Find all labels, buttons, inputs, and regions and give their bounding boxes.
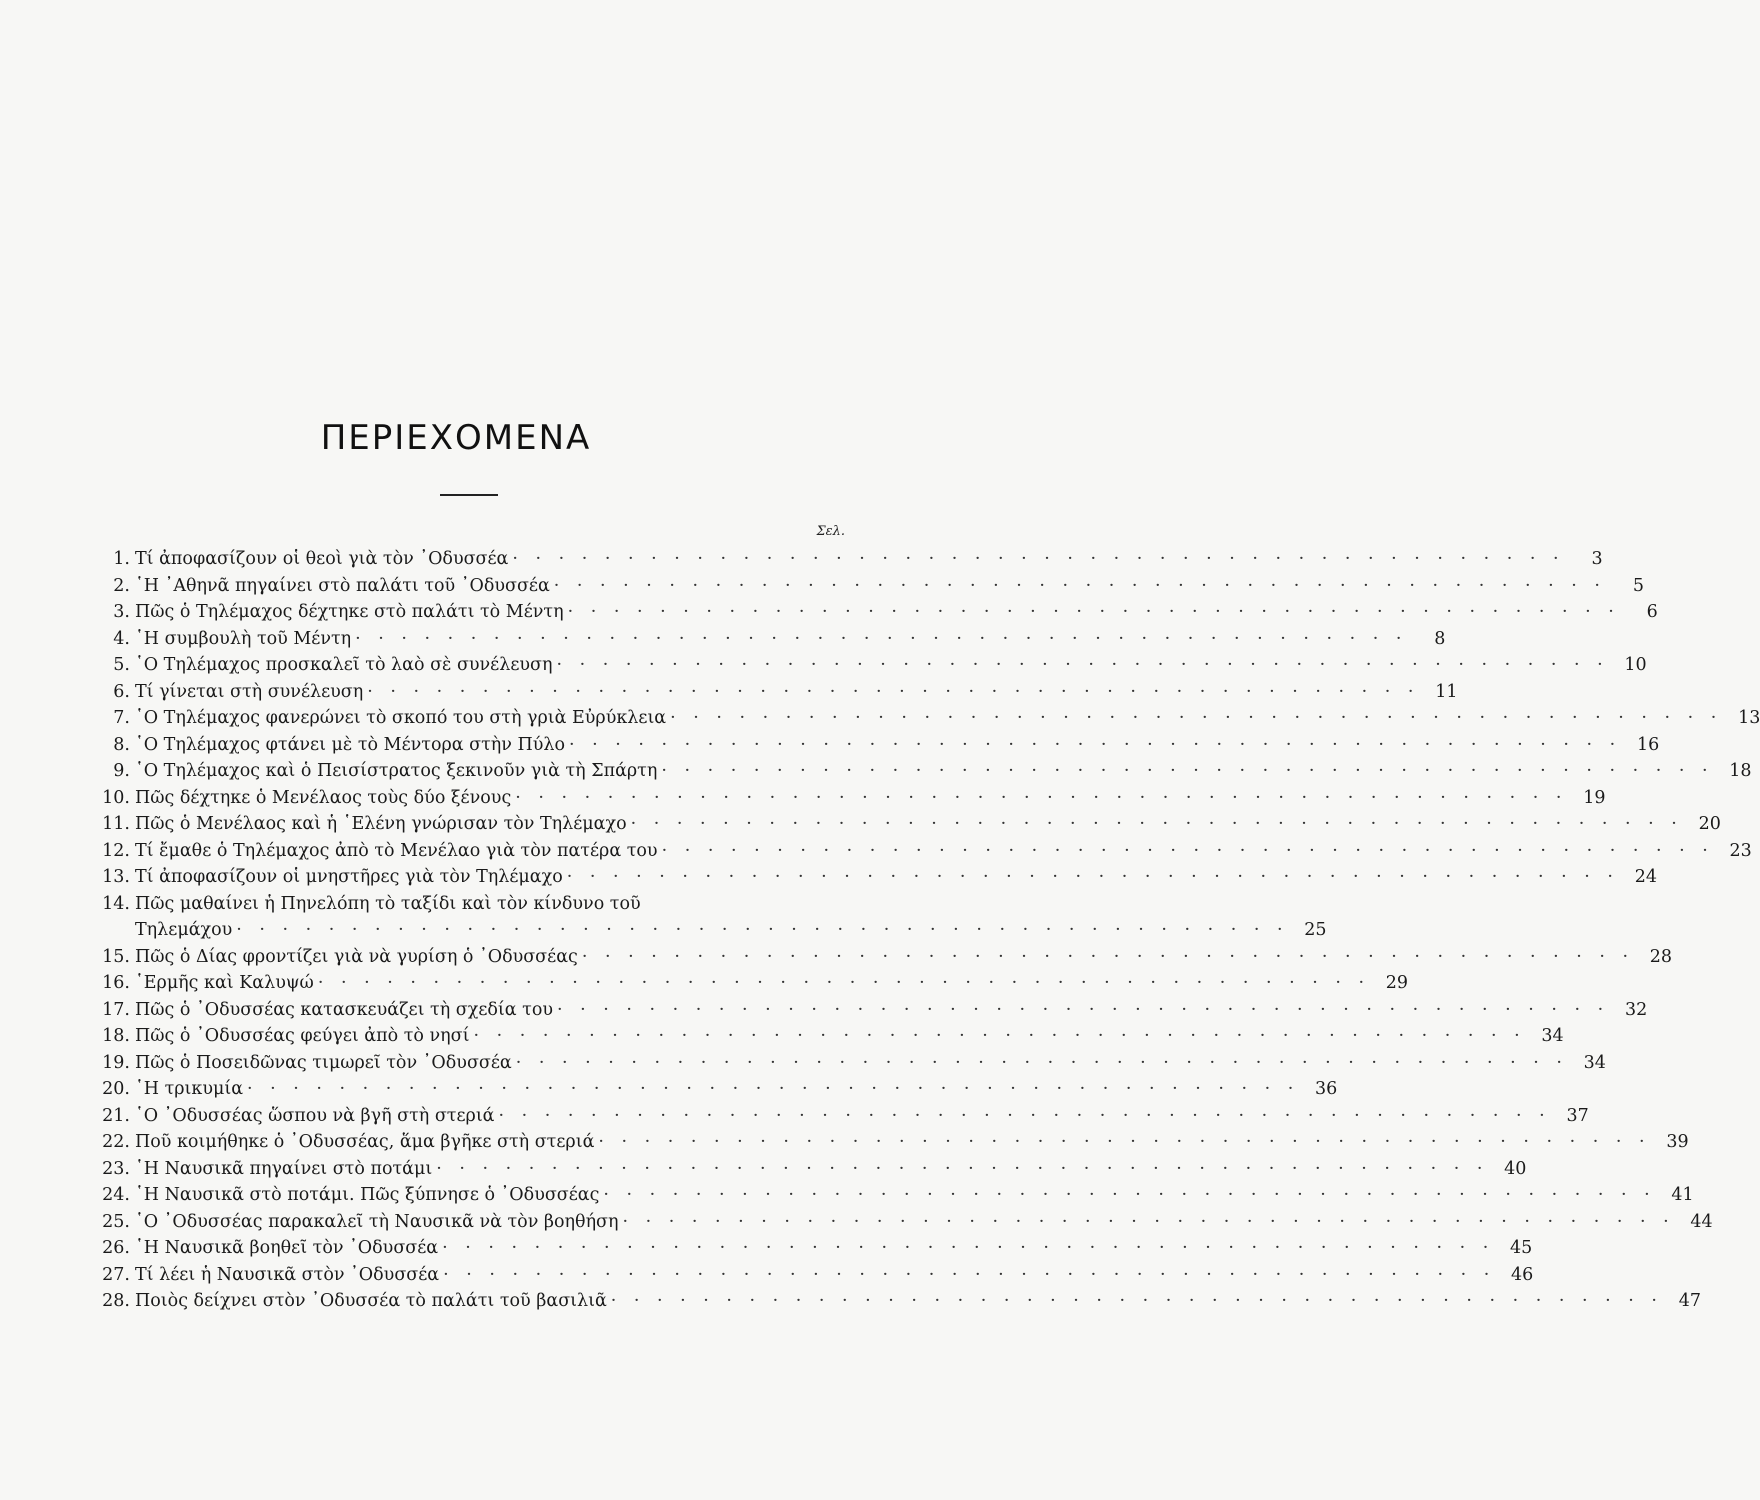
entry-title: Τί λέει ἡ Ναυσικᾶ στὸν ᾿Οδυσσέα <box>135 1264 440 1285</box>
toc-entry <box>98 546 1603 573</box>
entry-title: Πῶς ὁ ᾿Οδυσσέας κατασκευάζει τὴ σχεδία του <box>135 999 554 1020</box>
toc-entry <box>98 997 1648 1024</box>
dot-leader <box>236 917 1288 944</box>
entry-title: Τί ἀποφασίζουν οἱ θεοὶ γιὰ τὸν ᾿Οδυσσέα <box>135 549 509 569</box>
entry-title: Πῶς ὁ Μενέλαος καὶ ἡ ῾Ελένη γνώρισαν τὸν Τηλέμαχο <box>135 814 627 834</box>
entry-page: 18 <box>1729 761 1752 781</box>
entry-title: Πῶς μαθαίνει ἡ Πηνελόπη τὸ ταξίδι καὶ τὸν κίνδυνο τοῦ <box>135 893 641 914</box>
dot-leader <box>661 758 1713 785</box>
entry-title: ῾Ο Τηλέμαχος φανερώνει τὸ σκοπό του στὴ γριὰ Εὐρύκλεια <box>135 708 667 728</box>
toc-entry <box>98 652 1647 679</box>
toc-entry <box>98 732 1660 759</box>
entry-number: 7. <box>113 708 130 728</box>
entry-page: 37 <box>1566 1105 1589 1126</box>
entry-number: 24. <box>102 1185 130 1205</box>
entry-title: Πῶς ὁ Ποσειδῶνας τιμωρεῖ τὸν ᾿Οδυσσέα <box>135 1052 512 1073</box>
entry-number: 27. <box>102 1264 130 1285</box>
entry-title: ῾Ο Τηλέμαχος φτάνει μὲ τὸ Μέντορα στὴν Πύλο <box>135 734 566 755</box>
entry-number: 26. <box>102 1238 130 1258</box>
entry-title: ῾Ο ᾿Οδυσσέας ὥσπου νὰ βγῆ στὴ στεριά <box>135 1105 495 1126</box>
entry-number: 22. <box>102 1132 130 1152</box>
entry-number: 21. <box>102 1105 130 1126</box>
entry-title-continued: Τηλεμάχου <box>135 920 233 940</box>
dot-leader <box>473 1023 1525 1050</box>
toc-entry <box>98 1182 1694 1209</box>
toc-entry <box>98 1050 1606 1077</box>
dot-leader <box>516 1050 1568 1077</box>
page-column-label: Σελ. <box>816 524 845 539</box>
entry-page: 28 <box>1649 946 1673 967</box>
entry-page: 16 <box>1636 734 1660 755</box>
dot-leader <box>670 705 1722 732</box>
dot-leader <box>436 1156 1488 1183</box>
toc-entry <box>98 1103 1589 1130</box>
dot-leader <box>499 1103 1551 1130</box>
entry-page: 47 <box>1678 1291 1701 1311</box>
entry-number: 4. <box>113 628 130 649</box>
entry-page: 6 <box>1646 602 1658 622</box>
toc-entry <box>98 838 1752 865</box>
toc-entry <box>98 864 1657 891</box>
dot-leader <box>582 944 1634 971</box>
entry-page: 24 <box>1634 867 1657 887</box>
dot-leader <box>554 573 1606 600</box>
entry-title: Πῶς δέχτηκε ὁ Μενέλαος τοὺς δύο ξένους <box>135 787 512 808</box>
entry-number: 18. <box>102 1026 130 1046</box>
dot-leader <box>557 997 1609 1024</box>
dot-leader <box>443 1262 1495 1289</box>
toc-entry <box>98 1288 1701 1315</box>
entry-title: Πῶς ὁ Δίας φροντίζει γιὰ νὰ γυρίση ὁ ᾿Οδυσσέας <box>135 946 578 967</box>
toc-entry <box>98 785 1606 812</box>
entry-page: 20 <box>1698 814 1721 834</box>
toc-entry <box>98 970 1409 997</box>
toc-entry <box>98 1076 1338 1103</box>
entry-page: 41 <box>1671 1185 1694 1205</box>
dot-leader <box>611 1288 1663 1315</box>
entry-number: 14. <box>102 893 130 914</box>
entry-number: 15. <box>102 946 130 967</box>
dot-leader <box>568 599 1620 626</box>
entry-number: 20. <box>102 1079 130 1099</box>
entry-title: Τί ἔμαθε ὁ Τηλέμαχος ἀπὸ τὸ Μενέλαο γιὰ τὸν πατέρα του <box>135 840 658 861</box>
entry-number: 16. <box>102 973 130 993</box>
entry-number: 13. <box>102 867 130 887</box>
title-divider <box>440 494 498 496</box>
entry-title: Ποιὸς δείχνει στὸν ᾿Οδυσσέα τὸ παλάτι τοῦ βασιλιᾶ <box>135 1291 607 1311</box>
entry-page: 34 <box>1583 1052 1606 1073</box>
entry-title: ῾Η τρικυμία <box>135 1079 244 1099</box>
entry-number: 9. <box>113 761 130 781</box>
table-of-contents <box>98 546 1760 1315</box>
entry-page: 34 <box>1541 1026 1564 1046</box>
entry-page: 46 <box>1511 1264 1534 1285</box>
dot-leader <box>631 811 1683 838</box>
dot-leader <box>512 546 1564 573</box>
entry-page: 25 <box>1304 920 1327 940</box>
entry-line <box>98 917 1327 944</box>
dot-leader <box>556 652 1608 679</box>
dot-leader <box>567 864 1619 891</box>
dot-leader <box>662 838 1714 865</box>
entry-title: Τί γίνεται στὴ συνέλευση <box>135 681 364 702</box>
dot-leader <box>442 1235 1494 1262</box>
entry-page: 36 <box>1314 1079 1338 1099</box>
entry-number: 1. <box>113 549 130 569</box>
entry-title: ῾Η Ναυσικᾶ στὸ ποτάμι. Πῶς ξύπνησε ὁ ᾿Οδυσσέας <box>135 1185 600 1205</box>
entry-page: 32 <box>1624 999 1648 1020</box>
entry-title: ῾Η Ναυσικᾶ βοηθεῖ τὸν ᾿Οδυσσέα <box>135 1238 439 1258</box>
entry-title: ῾Η συμβουλὴ τοῦ Μέντη <box>135 628 352 649</box>
toc-entry <box>98 1023 1564 1050</box>
entry-number: 28. <box>102 1291 130 1311</box>
entry-number: 12. <box>102 840 130 861</box>
dot-leader <box>569 732 1621 759</box>
toc-entry <box>98 705 1760 732</box>
entry-page: 11 <box>1435 681 1458 702</box>
entry-page: 40 <box>1504 1158 1527 1179</box>
toc-entry <box>98 1129 1689 1156</box>
toc-entry <box>98 599 1658 626</box>
entry-number: 19. <box>102 1052 130 1073</box>
entry-number: 2. <box>113 575 130 596</box>
entry-title: ῾Η ᾿Αθηνᾶ πηγαίνει στὸ παλάτι τοῦ ᾿Οδυσσέα <box>135 575 550 596</box>
entry-page: 39 <box>1666 1132 1689 1152</box>
entry-title: ῾Ερμῆς καὶ Καλυψώ <box>135 973 314 993</box>
entry-number: 17. <box>102 999 130 1020</box>
toc-entry <box>98 573 1644 600</box>
toc-entry <box>98 1209 1713 1236</box>
entry-page: 8 <box>1434 628 1446 649</box>
toc-entry <box>98 679 1458 706</box>
dot-leader <box>515 785 1567 812</box>
toc-entry <box>98 1262 1534 1289</box>
entry-number: 11. <box>102 814 130 834</box>
entry-title: Τί ἀποφασίζουν οἱ μνηστῆρες γιὰ τὸν Τηλέμαχο <box>135 867 563 887</box>
entry-page: 44 <box>1690 1211 1713 1232</box>
entry-number: 10. <box>102 787 130 808</box>
entry-page: 45 <box>1510 1238 1533 1258</box>
dot-leader <box>598 1129 1650 1156</box>
dot-leader <box>318 970 1370 997</box>
entry-page: 19 <box>1583 787 1606 808</box>
dot-leader <box>367 679 1419 706</box>
dot-leader <box>247 1076 1299 1103</box>
dot-leader <box>355 626 1407 653</box>
toc-entry <box>98 811 1721 838</box>
entry-title: Πῶς ὁ Τηλέμαχος δέχτηκε στὸ παλάτι τὸ Μέντη <box>135 602 564 622</box>
entry-page: 29 <box>1385 973 1409 993</box>
toc-entry <box>98 1235 1533 1262</box>
entry-number: 23. <box>102 1158 130 1179</box>
entry-page: 13 <box>1738 708 1760 728</box>
entry-title: Πῶς ὁ ᾿Οδυσσέας φεύγει ἀπὸ τὸ νησί <box>135 1026 470 1046</box>
entry-title: ῾Ο Τηλέμαχος προσκαλεῖ τὸ λαὸ σὲ συνέλευση <box>135 655 553 675</box>
entry-page: 5 <box>1632 575 1644 596</box>
entry-title: ῾Ο ᾿Οδυσσέας παρακαλεῖ τὴ Ναυσικᾶ νὰ τὸν βοηθήση <box>135 1211 619 1232</box>
toc-entry <box>98 758 1752 785</box>
entry-line <box>98 891 848 918</box>
dot-leader <box>622 1209 1674 1236</box>
toc-entry <box>98 626 1446 653</box>
entry-number: 8. <box>113 734 130 755</box>
toc-entry <box>98 1156 1527 1183</box>
dot-leader <box>603 1182 1655 1209</box>
entry-page: 23 <box>1729 840 1752 861</box>
page-title: ΠΕΡΙΕΧΟΜΕΝΑ <box>320 418 592 458</box>
entry-number: 5. <box>113 655 130 675</box>
toc-entry <box>98 891 1327 944</box>
entry-title: ῾Ο Τηλέμαχος καὶ ὁ Πεισίστρατος ξεκινοῦν γιὰ τὴ Σπάρτη <box>135 761 658 781</box>
entry-page: 10 <box>1624 655 1647 675</box>
entry-title: Ποῦ κοιμήθηκε ὁ ᾿Οδυσσέας, ἅμα βγῆκε στὴ στεριά <box>135 1132 595 1152</box>
entry-title: ῾Η Ναυσικᾶ πηγαίνει στὸ ποτάμι <box>135 1158 433 1179</box>
toc-entry <box>98 944 1673 971</box>
entry-page: 3 <box>1591 549 1603 569</box>
entry-number: 25. <box>102 1211 130 1232</box>
entry-number: 3. <box>113 602 130 622</box>
entry-number: 6. <box>113 681 130 702</box>
